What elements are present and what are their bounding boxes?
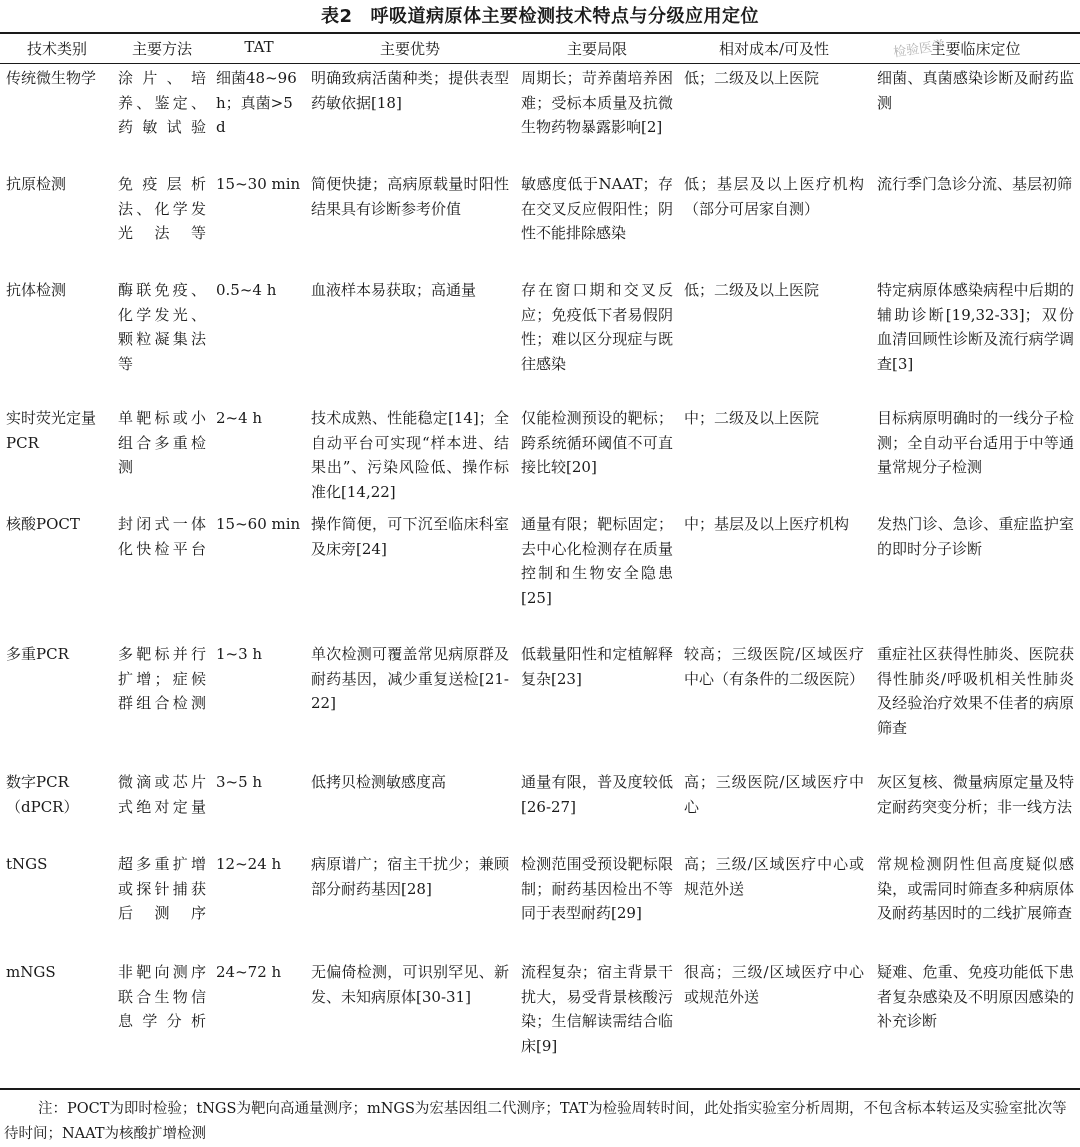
cell-position: 细菌、真菌感染诊断及耐药监测 <box>877 69 1074 112</box>
cell-limitation: 流程复杂；宿主背景干扰大，易受背景核酸污染；生信解读需结合临床[9] <box>521 963 673 1055</box>
cell-cost: 较高；三级医院/区域医疗中心（有条件的二级医院） <box>684 645 865 688</box>
cell-position: 发热门诊、急诊、重症监护室的即时分子诊断 <box>877 515 1074 558</box>
cell-position: 目标病原明确时的一线分子检测；全自动平台适用于中等通量常规分子检测 <box>877 409 1074 476</box>
header-position: 主要临床定位 <box>930 40 1021 58</box>
cell-category: 传统微生物学 <box>6 69 97 87</box>
cell-cost: 低；二级及以上医院 <box>684 281 820 299</box>
cell-limitation: 仅能检测预设的靶标；跨系统循环阈值不可直接比较[20] <box>521 409 673 476</box>
cell-limitation: 低载量阳性和定植解释复杂[23] <box>521 645 673 688</box>
cell-limitation: 通量有限；靶标固定；去中心化检测存在质量控制和生物安全隐患[25] <box>521 515 673 607</box>
watermark-stamp: 检验医学 <box>892 38 947 61</box>
cell-advantage: 单次检测可覆盖常见病原群及耐药基因，减少重复送检[21-22] <box>311 645 509 712</box>
cell-advantage: 技术成熟、性能稳定[14]；全自动平台可实现“样本进、结果出”、污染风险低、操作标准化[14,22] <box>311 409 509 501</box>
cell-category: tNGS <box>6 855 48 873</box>
cell-limitation: 通量有限，普及度较低[26-27] <box>521 773 673 816</box>
header-limitation: 主要局限 <box>566 40 627 58</box>
cell-advantage: 低拷贝检测敏感度高 <box>311 773 447 791</box>
table-caption <box>0 2 1080 28</box>
header-method: 主要方法 <box>131 40 192 58</box>
cell-category: 实时荧光定量PCR <box>6 409 97 452</box>
cell-limitation: 敏感度低于NAAT；存在交叉反应假阳性；阴性不能排除感染 <box>521 175 673 242</box>
cell-limitation: 周期长；苛养菌培养困难；受标本质量及抗微生物药物暴露影响[2] <box>521 69 673 136</box>
cell-method: 非靶向测序联合生物信息学分析 <box>118 963 206 1030</box>
cell-category: 数字PCR（dPCR） <box>6 773 79 816</box>
cell-position: 疑难、危重、免疫功能低下患者复杂感染及不明原因感染的补充诊断 <box>877 963 1074 1030</box>
cell-tat: 12~24 h <box>216 855 282 873</box>
cell-tat: 15~60 min <box>216 515 301 533</box>
cell-cost: 低；基层及以上医疗机构（部分可居家自测） <box>684 175 864 218</box>
cell-cost: 高；三级/区域医疗中心或规范外送 <box>684 855 864 898</box>
cell-cost: 中；基层及以上医疗机构 <box>684 515 850 533</box>
cell-category: 抗原检测 <box>6 175 67 193</box>
cell-category: 抗体检测 <box>6 281 67 299</box>
header-rule <box>0 63 1080 64</box>
cell-advantage: 病原谱广；宿主干扰少；兼顾部分耐药基因[28] <box>311 855 509 898</box>
top-rule <box>0 32 1080 34</box>
cell-position: 流行季门急诊分流、基层初筛 <box>877 175 1073 193</box>
cell-position: 重症社区获得性肺炎、医院获得性肺炎/呼吸机相关性肺炎及经验治疗效果不佳者的病原筛查 <box>877 645 1074 737</box>
header-tat: TAT <box>244 38 274 56</box>
cell-tat: 24~72 h <box>216 963 282 981</box>
bottom-rule <box>0 1088 1080 1090</box>
cell-limitation: 检测范围受预设靶标限制；耐药基因检出不等同于表型耐药[29] <box>521 855 673 922</box>
cell-method: 微滴或芯片式绝对定量 <box>118 773 206 816</box>
cell-cost: 中；二级及以上医院 <box>684 409 820 427</box>
header-cost: 相对成本/可及性 <box>718 40 830 58</box>
table-title: 呼吸道病原体主要检测技术特点与分级应用定位 <box>370 6 760 27</box>
cell-method: 封闭式一体化快检平台 <box>118 515 206 558</box>
cell-cost: 低；二级及以上医院 <box>684 69 820 87</box>
cell-position: 常规检测阴性但高度疑似感染，或需同时筛查多种病原体及耐药基因时的二线扩展筛查 <box>877 855 1074 922</box>
cell-method: 多靶标并行扩增；症候群组合检测 <box>118 645 206 712</box>
cell-method: 涂片、培养、鉴定、药敏试验 <box>118 69 206 136</box>
cell-method: 超多重扩增或探针捕获后测序 <box>118 855 206 922</box>
cell-cost: 高；三级医院/区域医疗中心 <box>684 773 864 816</box>
cell-advantage: 操作简便，可下沉至临床科室及床旁[24] <box>311 515 509 558</box>
cell-position: 灰区复核、微量病原定量及特定耐药突变分析；非一线方法 <box>877 773 1074 816</box>
cell-tat: 0.5~4 h <box>216 281 277 299</box>
cell-method: 免疫层析法、化学发光法等 <box>118 175 206 242</box>
table-label: 表2 <box>320 6 353 27</box>
cell-method: 酶联免疫、化学发光、颗粒凝集法等 <box>118 281 206 373</box>
header-category: 技术类别 <box>26 40 87 58</box>
cell-advantage: 简便快捷；高病原载量时阳性结果具有诊断参考价值 <box>311 175 509 218</box>
table-note: 注：POCT为即时检验；tNGS为靶向高通量测序；mNGS为宏基因组二代测序；TAT为检验周转时间，此处指实验室分析周期，不包含标本转运及实验室批次等待时间；NAAT为核酸扩增检测 <box>4 1101 1067 1142</box>
cell-category: 多重PCR <box>6 645 69 663</box>
cell-position: 特定病原体感染病程中后期的辅助诊断[19,32-33]；双份血清回顾性诊断及流行病学调查[3] <box>877 281 1074 373</box>
header-advantage: 主要优势 <box>379 40 440 58</box>
cell-tat: 2~4 h <box>216 409 263 427</box>
cell-tat: 15~30 min <box>216 175 301 193</box>
cell-advantage: 明确致病活菌种类；提供表型药敏依据[18] <box>311 69 509 112</box>
cell-tat: 细菌48~96 h；真菌>5 d <box>216 69 297 136</box>
cell-tat: 3~5 h <box>216 773 263 791</box>
cell-advantage: 血液样本易获取；高通量 <box>311 281 477 299</box>
cell-tat: 1~3 h <box>216 645 263 663</box>
cell-cost: 很高；三级/区域医疗中心或规范外送 <box>684 963 864 1006</box>
cell-advantage: 无偏倚检测，可识别罕见、新发、未知病原体[30-31] <box>311 963 509 1006</box>
cell-category: mNGS <box>6 963 56 981</box>
cell-category: 核酸POCT <box>6 515 80 533</box>
cell-limitation: 存在窗口期和交叉反应；免疫低下者易假阴性；难以区分现症与既往感染 <box>521 281 673 373</box>
cell-method: 单靶标或小组合多重检测 <box>118 409 206 476</box>
